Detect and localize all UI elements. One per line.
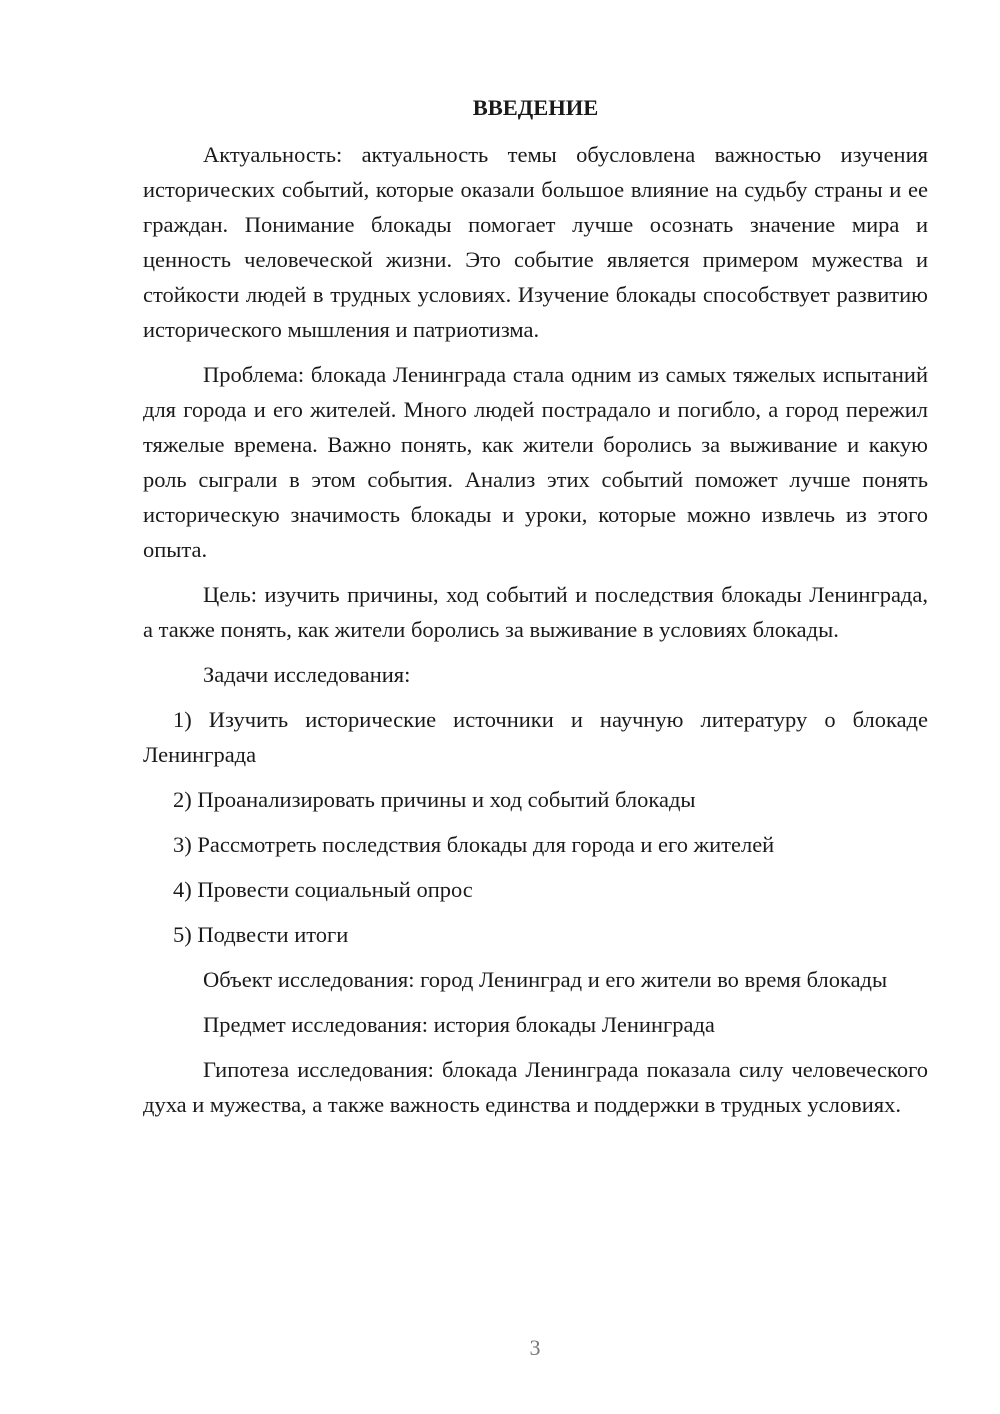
- section-title: ВВЕДЕНИЕ: [472, 95, 599, 120]
- task-item-5: 5) Подвести итоги: [173, 922, 349, 947]
- task-item-4: 4) Провести социальный опрос: [173, 877, 473, 902]
- tasks-heading: Задачи исследования:: [203, 662, 411, 687]
- object-paragraph: Объект исследования: город Ленинград и его жители во время блокады: [203, 967, 888, 992]
- task-item-2: 2) Проанализировать причины и ход событий блокады: [173, 787, 696, 812]
- subject-paragraph: Предмет исследования: история блокады Ленинграда: [203, 1012, 715, 1037]
- hypothesis-paragraph: Гипотеза исследования: блокада Ленинграда показала силу человеческого духа и мужества, а также важность единства и поддержки в трудных условиях.: [143, 1057, 928, 1117]
- problem-paragraph: Проблема: блокада Ленинграда стала одним из самых тяжелых испытаний для города и его жителей. Много людей пострадало и погибло, а город пережил тяжелые времена. Важно понять, как жители боролись за выживание и какую роль сыграли в этом события. Анализ этих событий поможет лучше понять историческую значимость блокады и уроки, которые можно извлечь из этого опыта.: [143, 362, 928, 562]
- task-item-3: 3) Рассмотреть последствия блокады для города и его жителей: [173, 832, 775, 857]
- document-page: [143, 90, 928, 1132]
- relevance-paragraph: Актуальность: актуальность темы обусловлена важностью изучения исторических событий, которые оказали большое влияние на судьбу страны и ее граждан. Понимание блокады помогает лучше осознать значение мира и ценность человеческой жизни. Это событие является примером мужества и стойкости людей в трудных условиях. Изучение блокады способствует развитию исторического мышления и патриотизма.: [143, 142, 928, 342]
- task-item-1: 1) Изучить исторические источники и научную литературу о блокаде Ленинграда: [143, 707, 928, 767]
- goal-paragraph: Цель: изучить причины, ход событий и последствия блокады Ленинграда, а также понять, как жители боролись за выживание в условиях блокады.: [143, 582, 928, 642]
- page-number: 3: [529, 1335, 541, 1360]
